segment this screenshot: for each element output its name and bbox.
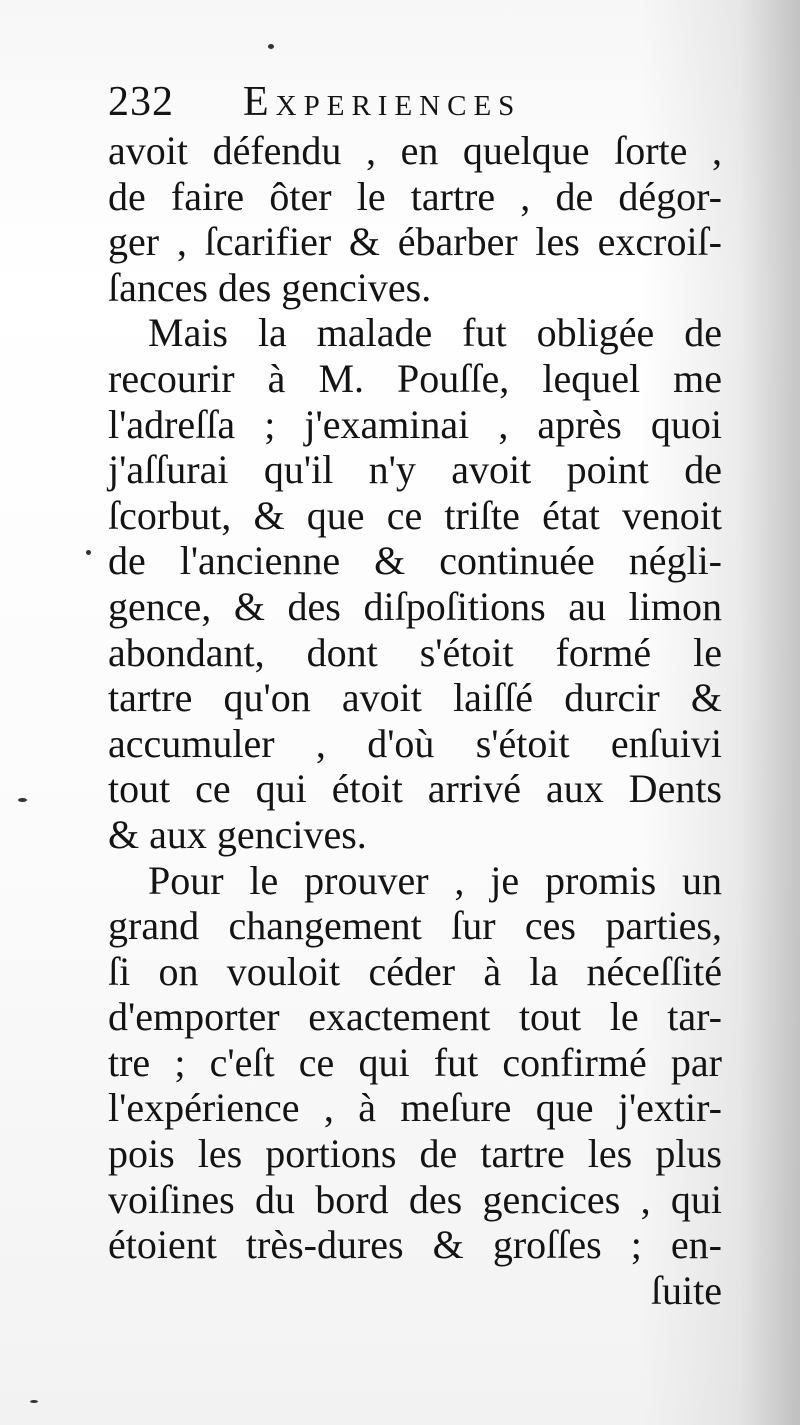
running-head — [108, 78, 608, 126]
text-line: de faire ôter le tartre , de dégor- — [108, 173, 722, 219]
paragraph-end-line: & aux gencives. — [108, 811, 367, 857]
text-line: l'expérience , à meſure que j'extir- — [108, 1085, 722, 1131]
text-line: avoit défendu , en quelque ſorte , — [108, 128, 722, 173]
ink-speck — [268, 44, 274, 49]
text-line: tre ; c'eſt ce qui fut confirmé par — [108, 1039, 722, 1085]
body-text — [108, 128, 722, 1313]
text-line: gence, & des diſpoſitions au limon — [108, 583, 722, 629]
text-line: d'emporter exactement tout le tar- — [108, 994, 722, 1040]
ink-speck — [18, 798, 27, 802]
text-line: recourir à M. Pouſſe, lequel me — [108, 355, 722, 401]
paragraph-start-line: Mais la malade fut obligée de — [148, 310, 722, 356]
text-line: ger , ſcarifier & ébarber les excroiſ- — [108, 219, 722, 265]
text-line: pois les portions de tartre les plus — [108, 1131, 722, 1177]
text-line: tout ce qui étoit arrivé aux Dents — [108, 766, 722, 812]
text-line: de l'ancienne & continuée négli- — [108, 538, 722, 584]
text-line: tartre qu'on avoit laiſſé durcir & — [108, 675, 722, 721]
page-number: 232 — [108, 79, 174, 125]
ink-speck — [30, 1400, 38, 1403]
text-line: ſcorbut, & que ce triſte état venoit — [108, 492, 722, 538]
ink-speck — [86, 550, 91, 555]
running-title: Experiences — [243, 79, 522, 125]
text-line: étoient très-dures & groſſes ; en- — [108, 1222, 722, 1268]
text-line: abondant, dont s'étoit formé le — [108, 629, 722, 675]
paragraph-start-line: Pour le prouver , je promis un — [148, 857, 722, 903]
text-line: ſi on vouloit céder à la néceſſité — [108, 948, 722, 994]
paragraph-end-line: ſances des gencives. — [108, 264, 432, 310]
text-line: accumuler , d'où s'étoit enſuivi — [108, 720, 722, 766]
text-line: grand changement ſur ces parties, — [108, 903, 722, 949]
text-line: l'adreſſa ; j'examinai , après quoi — [108, 401, 722, 447]
text-line: j'aſſurai qu'il n'y avoit point de — [108, 447, 722, 493]
catchword: ſuite — [650, 1267, 722, 1313]
text-line: voiſines du bord des gencices , qui — [108, 1176, 722, 1222]
